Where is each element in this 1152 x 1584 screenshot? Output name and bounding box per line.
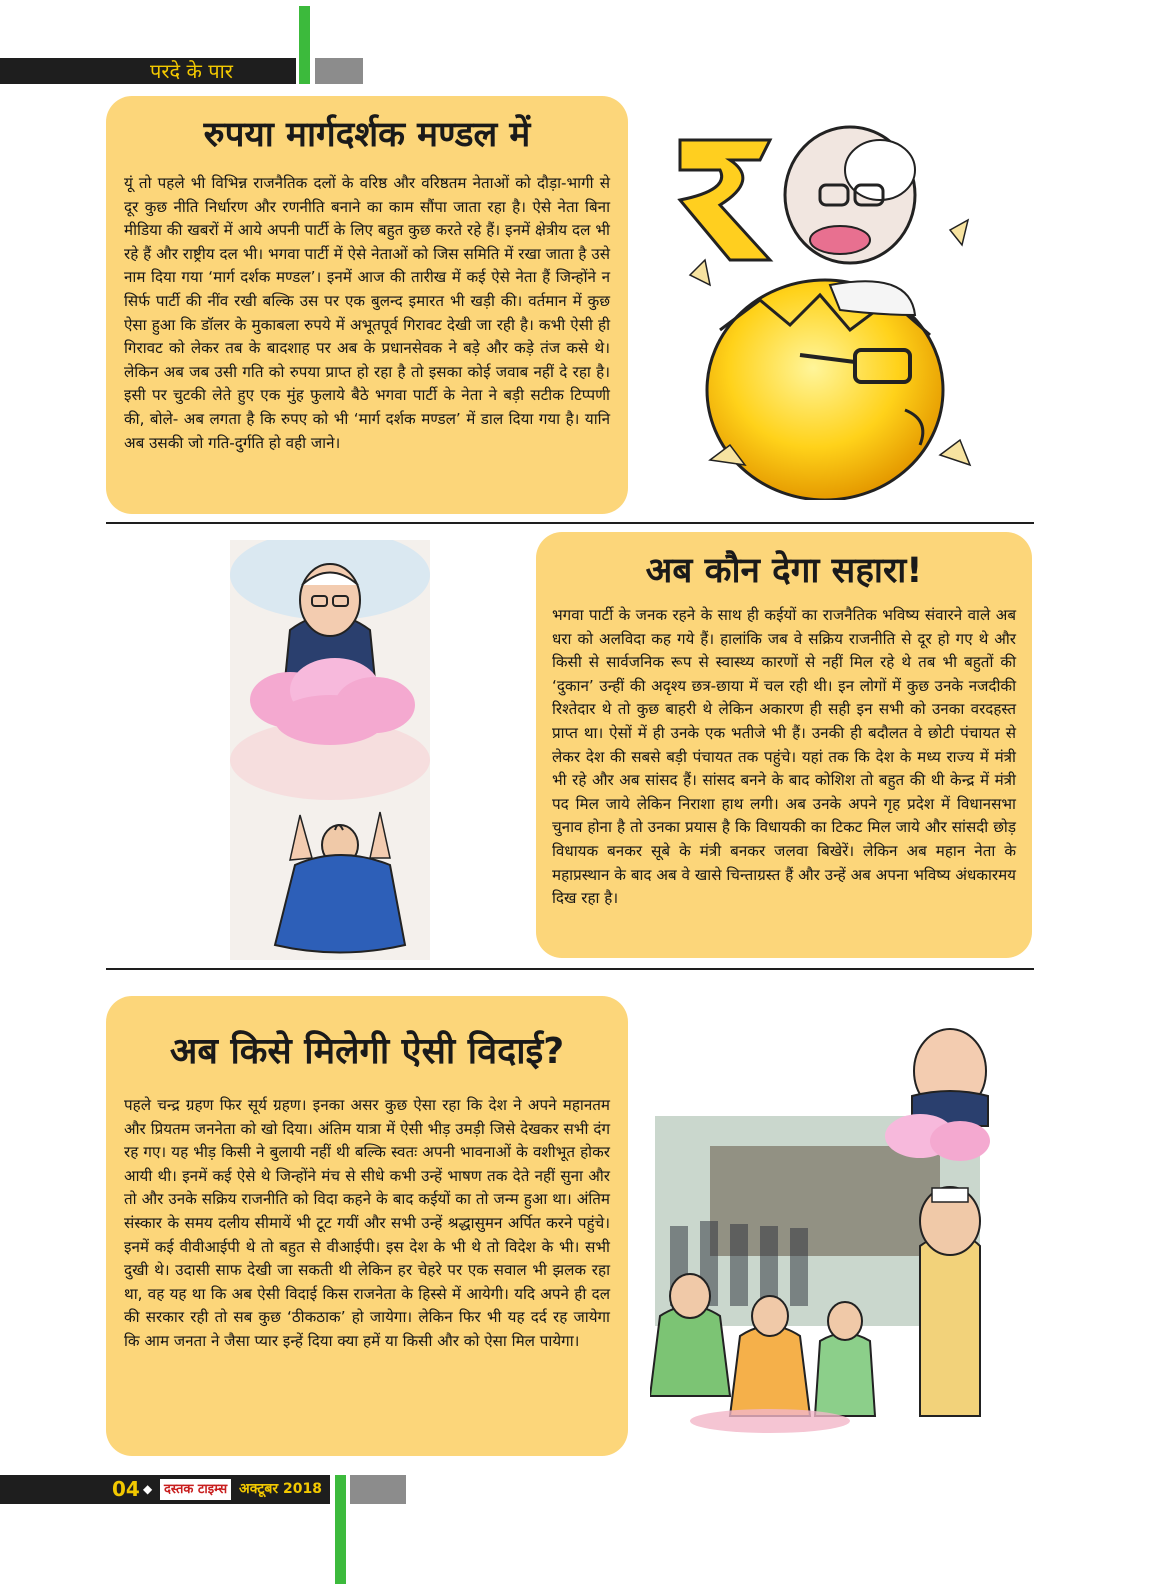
footer-bullet: ◆ [143, 1482, 153, 1496]
cartoon-funeral-procession-illustration [650, 996, 990, 1436]
header-grey-block [315, 58, 363, 84]
header-bar [0, 58, 296, 84]
article-title: अब किसे मिलेगी ऐसी विदाई? [169, 1031, 565, 1072]
article-box-rupee [106, 96, 628, 514]
header-accent-stripe [299, 6, 310, 84]
section-divider [106, 522, 1034, 524]
issue-date: अक्टूबर 2018 [239, 1481, 322, 1497]
article-title: रुपया मार्गदर्शक मण्डल में [203, 115, 531, 155]
article-body: पहले चन्द्र ग्रहण फिर सूर्य ग्रहण। इनका असर कुछ ऐसा रहा कि देश ने अपने महानतम और प्रियतम जननेता को खो दिया। अंतिम यात्रा में ऐसी भीड़ उमड़ी जिसे देखकर सभी दंग रह गए। यह भीड़ किसी ने बुलायी नहीं थी बल्कि स्वतः अपनी भावनाओं के वशीभूत होकर आयी थी। इनमें कई ऐसे थे जिन्होंने मंच से सीधे कभी उन्हें भाषण तक देते नहीं सुना और तो और उनके सक्रिय राजनीति को विदा कहने के बाद कईयों का तो जन्म हुआ था। अंतिम संस्कार के समय दलीय सीमायें भी टूट गयीं और सभी उन्हें श्रद्धासुमन अर्पित करने पहुंचे। इनमें कई वीवीआईपी थे तो बहुत से वीआईपी। इस देश के भी थे तो विदेश के भी। सभी दुखी थे। उदासी साफ देखी जा सकती थी लेकिन हर चेहरे पर एक सवाल भी झलक रहा था, वह यह था कि अब ऐसी विदाई किस राजनेता के हिस्से में आयेगी। यदि अपने ही दल की सरकार रही तो सब कुछ ‘ठीकठाक’ हो जायेगा। लेकिन फिर भी यह दर्द रह जायेगा कि आम जनता ने जैसा प्यार इन्हें दिया क्या हमें या किसी और को ऐसा मिल पायेगा। [124, 1096, 610, 1350]
cartoon-leader-on-cloud-illustration [230, 540, 430, 960]
footer-accent-stripe [335, 1475, 346, 1584]
article-box-support [536, 532, 1032, 958]
article-body: भगवा पार्टी के जनक रहने के साथ ही कईयों का राजनैतिक भविष्य संवारने वाले अब धरा को अलविदा कह गये हैं। हालांकि जब वे सक्रिय राजनीति से दूर हो गए थे और किसी से सार्वजनिक रूप से स्वास्थ्य कारणों से नहीं मिल रहे थे तब भी बहुतों की ‘दुकान’ उन्हीं की अदृश्य छत्र-छाया में चल रही थी। इन लोगों में कुछ उनके नजदीकी रिश्तेदार थे तो कुछ बाहरी थे लेकिन अकारण ही सही इन सभी को उनका वरदहस्त प्राप्त था। ऐसों में ही उनके एक भतीजे भी हैं। उनकी ही बदौलत वे छोटी पंचायत से लेकर देश की सबसे बड़ी पंचायत तक पहुंचे। यहां तक कि देश के मध्य राज्य में मंत्री भी रहे और अब सांसद हैं। सांसद बनने के बाद कोशिश तो बहुत की थी केन्द्र में मंत्री पद मिल जाये लेकिन निराशा हाथ लगी। अब उनके अपने गृह प्रदेश में विधानसभा चुनाव होना है तो उनका प्रयास है कि विधायकी का टिकट मिल जाये और सांसदी छोड़ विधायक बनकर सूबे के मंत्री बनकर जलवा बिखेरें। लेकिन अब महान नेता के महाप्रस्थान के बाद अब वे खासे चिन्ताग्रस्त हैं और उन्हें अब अपना भविष्य अंधकारमय दिख रहा है। [552, 606, 1016, 908]
cartoon-rupee-egg-illustration [650, 100, 980, 500]
section-divider [106, 968, 1034, 970]
footer-grey-block [350, 1475, 406, 1504]
article-title: अब कौन देगा सहारा! [645, 551, 923, 591]
article-box-farewell [106, 996, 628, 1456]
section-label: परदे के पार [150, 59, 233, 83]
magazine-logo: दस्तक टाइम्स [160, 1479, 231, 1500]
article-body: यूं तो पहले भी विभिन्न राजनैतिक दलों के वरिष्ठ और वरिष्ठतम नेताओं को दौड़ा-भागी से दूर कुछ नीति निर्धारण और रणनीति बनाने का काम सौंपा जाता रहा है। ऐसे नेता बिना मीडिया की खबरों में आये अपनी पार्टी के लिए बहुत कुछ करते रहे हैं। इनमें क्षेत्रीय दल भी रहे हैं और राष्ट्रीय दल भी। भगवा पार्टी में ऐसे नेताओं को जिस समिति में रखा जाता है उसे नाम दिया गया ‘मार्ग दर्शक मण्डल’। इनमें आज की तारीख में कई ऐसे नेता हैं जिन्होंने न सिर्फ पार्टी की नींव रखी बल्कि उस पर एक बुलन्द इमारत भी खड़ी की। वर्तमान में कुछ ऐसा हुआ कि डॉलर के मुकाबला रुपये में अभूतपूर्व गिरावट देखी जा रही है। कभी ऐसी ही गिरावट को लेकर तब के बादशाह पर अब के प्रधानसेवक ने बड़े और कड़े तंज कसे थे। लेकिन अब जब उसी गति को रुपया प्राप्त हो रहा है तो इसका कोई जवाब नहीं दे रहा है। इसी पर चुटकी लेते हुए एक मुंह फुलाये बैठे भगवा पार्टी के नेता ने बड़ी सटीक टिप्पणी की, बोले- अब लगता है कि रुपए को भी ‘मार्ग दर्शक मण्डल’ में डाल दिया गया है। यानि अब उसकी जो गति-दुर्गति हो वही जाने। [124, 174, 610, 452]
page-number: 04 [112, 1477, 140, 1501]
